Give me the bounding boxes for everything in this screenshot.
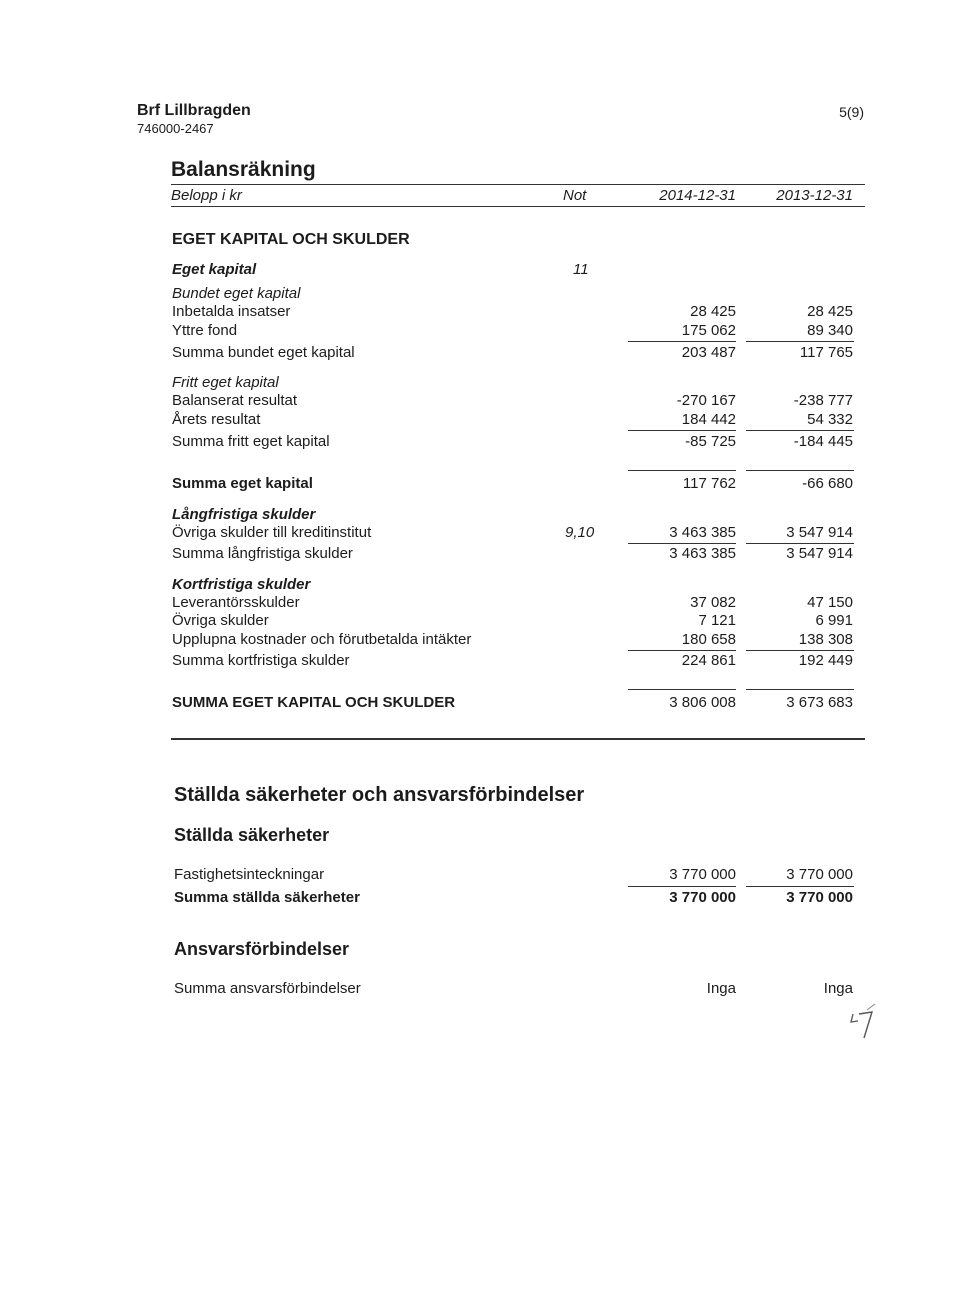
langfristiga-heading: Långfristiga skulder	[172, 506, 316, 523]
stallda-title: Ställda säkerheter	[174, 825, 330, 845]
section-divider	[171, 738, 865, 740]
sum-rule	[628, 650, 736, 651]
row-label: Summa fritt eget kapital	[172, 433, 330, 450]
row-value-2014: 117 762	[682, 475, 736, 492]
page-number: 5(9)	[839, 104, 864, 120]
row-label: Summa eget kapital	[172, 475, 313, 492]
row-value-2013: 6 991	[815, 612, 853, 629]
year2-header: 2013-12-31	[776, 187, 853, 204]
sum-rule	[628, 689, 736, 690]
row-value-2014: 3 463 385	[669, 524, 736, 541]
org-number: 746000-2467	[137, 121, 214, 136]
row-value-2013: 3 770 000	[786, 866, 853, 883]
eget-kapital-note: 11	[573, 261, 589, 278]
row-value-2014: 37 082	[690, 594, 736, 611]
row-value-2013: -238 777	[793, 392, 853, 409]
sum-rule	[628, 341, 736, 342]
sum-rule	[628, 886, 736, 887]
sum-rule	[746, 543, 854, 544]
row-value-2013: 3 547 914	[786, 524, 853, 541]
row-value-2013: 54 332	[807, 411, 853, 428]
grand-total-2014: 3 806 008	[669, 694, 736, 711]
row-label: Upplupna kostnader och förutbetalda intäkter	[172, 631, 472, 648]
sum-rule	[746, 341, 854, 342]
row-value-2014: 7 121	[698, 612, 736, 629]
title-rule	[171, 184, 865, 185]
row-label: Övriga skulder till kreditinstitut	[172, 524, 372, 541]
row-label: Summa ställda säkerheter	[174, 889, 360, 906]
row-value-2013: Inga	[823, 980, 853, 997]
row-value-2014: 3 770 000	[669, 889, 736, 906]
grand-total-2013: 3 673 683	[786, 694, 853, 711]
row-value-2014: 28 425	[690, 303, 736, 320]
sum-rule	[746, 430, 854, 431]
sum-rule	[746, 470, 854, 471]
row-label: Årets resultat	[172, 411, 261, 428]
row-label: Inbetalda insatser	[172, 303, 291, 320]
row-label: Övriga skulder	[172, 612, 269, 629]
row-value-2013: 117 765	[799, 344, 853, 361]
row-label: Summa kortfristiga skulder	[172, 652, 350, 669]
row-note: 9,10	[565, 524, 595, 541]
eget-kapital-heading: Eget kapital	[172, 261, 257, 278]
year1-header: 2014-12-31	[659, 187, 736, 204]
row-label: Fastighetsinteckningar	[174, 866, 325, 883]
row-value-2014: Inga	[706, 980, 736, 997]
initials-signature	[845, 1000, 881, 1042]
row-value-2013: 3 547 914	[786, 545, 853, 562]
sum-rule	[746, 650, 854, 651]
row-value-2014: 203 487	[681, 344, 736, 361]
row-value-2013: 3 770 000	[786, 889, 853, 906]
sakerheter-title: Ställda säkerheter och ansvarsförbindelser	[174, 784, 585, 806]
org-name: Brf Lillbragden	[137, 102, 251, 119]
row-value-2014: 3 770 000	[669, 866, 736, 883]
row-value-2013: -184 445	[793, 433, 853, 450]
page-title: Balansräkning	[171, 158, 316, 181]
row-label: Summa ansvarsförbindelser	[174, 980, 361, 997]
bundet-heading: Bundet eget kapital	[172, 285, 301, 302]
sum-rule	[628, 430, 736, 431]
row-value-2013: 138 308	[798, 631, 853, 648]
row-label: Summa bundet eget kapital	[172, 344, 355, 361]
sum-rule	[746, 689, 854, 690]
row-value-2014: 3 463 385	[669, 545, 736, 562]
row-label: Yttre fond	[172, 322, 238, 339]
row-value-2014: 175 062	[681, 322, 736, 339]
row-value-2014: 180 658	[681, 631, 736, 648]
amount-header: Belopp i kr	[171, 187, 242, 204]
row-value-2014: -85 725	[685, 433, 736, 450]
row-label: Summa långfristiga skulder	[172, 545, 353, 562]
sum-rule	[628, 543, 736, 544]
ansvar-title: Ansvarsförbindelser	[174, 939, 350, 959]
kortfristiga-heading: Kortfristiga skulder	[172, 576, 311, 593]
sum-rule	[628, 470, 736, 471]
row-value-2013: 47 150	[807, 594, 853, 611]
row-label: Balanserat resultat	[172, 392, 298, 409]
row-value-2014: 184 442	[681, 411, 736, 428]
row-label: Leverantörsskulder	[172, 594, 300, 611]
fritt-heading: Fritt eget kapital	[172, 374, 279, 391]
row-value-2014: -270 167	[676, 392, 736, 409]
row-value-2013: -66 680	[802, 475, 853, 492]
section-title: EGET KAPITAL OCH SKULDER	[172, 231, 410, 248]
row-value-2013: 192 449	[798, 652, 853, 669]
row-value-2013: 28 425	[807, 303, 853, 320]
row-value-2013: 89 340	[807, 322, 853, 339]
row-value-2014: 224 861	[681, 652, 736, 669]
note-header: Not	[563, 187, 587, 204]
sum-rule	[746, 886, 854, 887]
grand-total-label: SUMMA EGET KAPITAL OCH SKULDER	[172, 694, 456, 711]
header-rule	[171, 206, 865, 207]
